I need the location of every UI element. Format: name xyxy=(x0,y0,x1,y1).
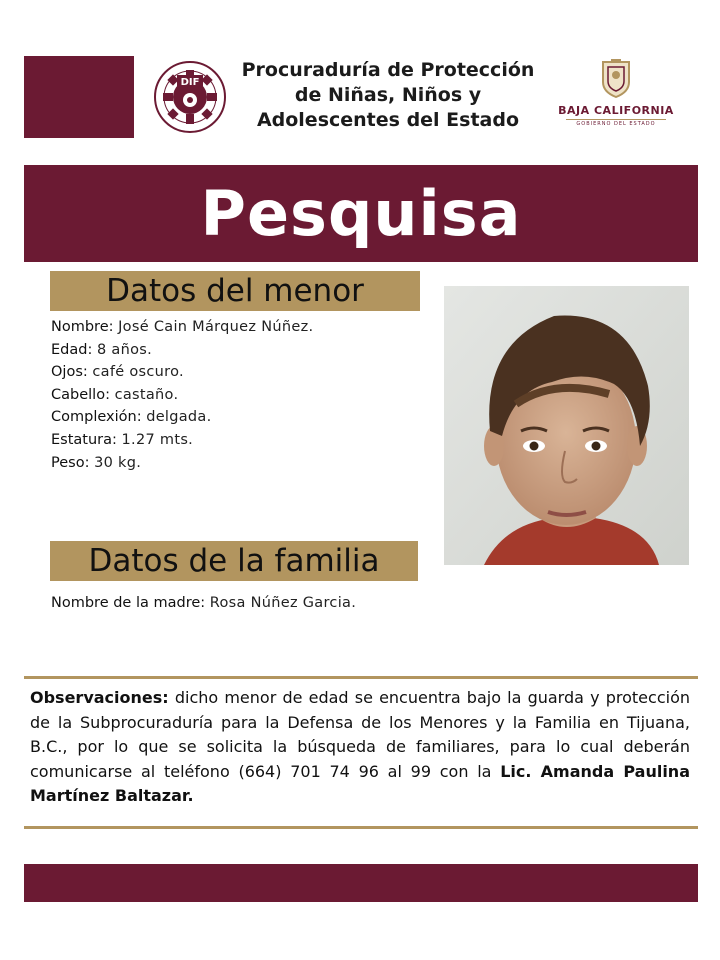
field-label: Peso: xyxy=(51,454,90,471)
dif-logo-text: DIF xyxy=(180,77,200,88)
footer-bar xyxy=(24,864,698,902)
field-value: delgada. xyxy=(146,409,212,426)
field-label: Nombre: xyxy=(51,319,114,335)
family-section-heading: Datos de la familia xyxy=(50,541,418,581)
field-build xyxy=(51,406,441,429)
baja-california-logo xyxy=(556,58,676,132)
field-label: Ojos: xyxy=(51,364,88,381)
title-banner xyxy=(24,165,698,262)
banner-title: Pesquisa xyxy=(200,177,522,250)
field-value: 1.27 mts. xyxy=(121,431,194,448)
field-eyes xyxy=(51,361,441,384)
baja-california-seal-icon xyxy=(599,58,633,98)
field-value: Rosa Núñez Garcia. xyxy=(209,595,357,611)
observations-text: dicho menor de edad se encuentra bajo la guarda y protección de la Subprocuraduría para la Defensa de los Menores y la Familia en Tijuana, B.C., por lo que se solicita la búsqueda de familiares, para lo cual deberán comunicarse al teléfono (664) 701 74 96 al 99 con la xyxy=(30,688,690,781)
child-photo xyxy=(444,286,689,565)
field-value: 8 años. xyxy=(96,341,152,358)
field-value: 30 kg. xyxy=(94,454,142,471)
field-mother-name xyxy=(51,592,451,615)
agency-title-line-1: Procuraduría de Protección xyxy=(241,59,535,81)
field-label: Cabello: xyxy=(51,386,110,403)
field-label: Nombre de la madre: xyxy=(51,595,206,611)
child-section-heading: Datos del menor xyxy=(50,271,420,311)
field-weight xyxy=(51,452,441,475)
field-label: Edad: xyxy=(51,341,93,358)
child-details xyxy=(51,316,441,474)
field-name xyxy=(51,316,441,339)
field-age xyxy=(51,339,441,362)
contact-name: Lic. Amanda Paulina Martínez Baltazar. xyxy=(30,761,690,806)
field-hair xyxy=(51,384,441,407)
agency-title-line-2: de Niñas, Niños y xyxy=(294,84,482,106)
field-label: Complexión: xyxy=(51,409,142,426)
field-value: café oscuro. xyxy=(92,364,184,381)
observations-label: Observaciones: xyxy=(30,688,169,707)
dif-logo-icon xyxy=(150,58,230,136)
field-value: castaño. xyxy=(114,386,179,403)
family-details xyxy=(51,592,451,615)
observations xyxy=(30,686,690,809)
field-height xyxy=(51,429,441,452)
agency-title xyxy=(238,58,538,133)
field-value: José Cain Márquez Núñez. xyxy=(118,319,314,335)
header-color-block xyxy=(24,56,134,138)
agency-title-line-3: Adolescentes del Estado xyxy=(256,109,520,131)
divider-bottom xyxy=(24,826,698,829)
state-name: BAJA CALIFORNIA xyxy=(558,104,674,117)
field-label: Estatura: xyxy=(51,431,117,448)
divider-top xyxy=(24,676,698,679)
state-subtitle: GOBIERNO DEL ESTADO xyxy=(566,119,666,127)
